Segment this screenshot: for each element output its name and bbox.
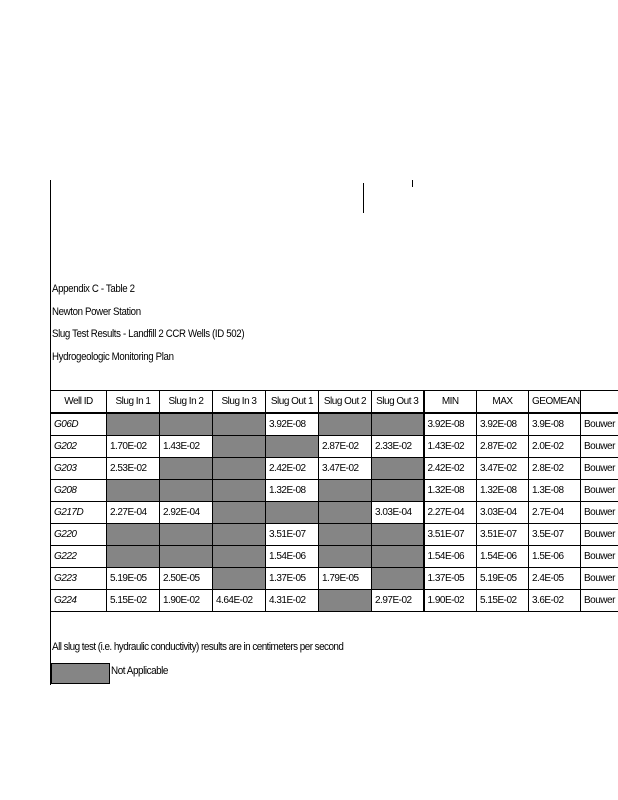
- cell-not-applicable: [319, 590, 372, 612]
- cell-well-id: G202: [51, 436, 107, 458]
- cell-value: 1.70E-02: [107, 436, 160, 458]
- cell-method: Bouwer: [581, 524, 618, 546]
- cell-min: 3.51E-07: [424, 524, 477, 546]
- table-row: [51, 590, 618, 612]
- cell-not-applicable: [319, 524, 372, 546]
- units-note: All slug test (i.e. hydraulic conductivity) results are in centimeters per second: [52, 641, 344, 653]
- cell-min: 1.54E-06: [424, 546, 477, 568]
- slug-test-table: [50, 390, 618, 612]
- col-header-slug-in-3: Slug In 3: [213, 391, 266, 414]
- table-subject: Slug Test Results - Landfill 2 CCR Wells (ID 502): [52, 328, 245, 340]
- cell-well-id: G06D: [51, 413, 107, 436]
- cell-geomean: 3.9E-08: [529, 413, 581, 436]
- cell-min: 2.27E-04: [424, 502, 477, 524]
- cell-max: 3.51E-07: [477, 524, 529, 546]
- legend-swatch-not-applicable: [51, 663, 110, 684]
- cell-max: 1.54E-06: [477, 546, 529, 568]
- cell-geomean: 2.0E-02: [529, 436, 581, 458]
- cell-well-id: G208: [51, 480, 107, 502]
- cell-method: Bouwer: [581, 502, 618, 524]
- cell-not-applicable: [213, 480, 266, 502]
- cell-geomean: 1.3E-08: [529, 480, 581, 502]
- cell-not-applicable: [266, 502, 319, 524]
- cell-value: 4.31E-02: [266, 590, 319, 612]
- col-header-method: [581, 391, 618, 414]
- cell-not-applicable: [319, 502, 372, 524]
- cell-not-applicable: [160, 480, 213, 502]
- cell-min: 1.32E-08: [424, 480, 477, 502]
- cell-not-applicable: [372, 568, 424, 590]
- cell-method: Bouwer: [581, 480, 618, 502]
- cell-well-id: G220: [51, 524, 107, 546]
- top-divider-rule: [363, 183, 364, 213]
- cell-value: 1.79E-05: [319, 568, 372, 590]
- table-row: [51, 413, 618, 436]
- cell-not-applicable: [319, 546, 372, 568]
- cell-not-applicable: [372, 480, 424, 502]
- cell-value: 4.64E-02: [213, 590, 266, 612]
- cell-not-applicable: [213, 524, 266, 546]
- cell-min: 3.92E-08: [424, 413, 477, 436]
- cell-value: 1.43E-02: [160, 436, 213, 458]
- station-name: Newton Power Station: [52, 305, 141, 318]
- cell-method: Bouwer: [581, 413, 618, 436]
- cell-not-applicable: [107, 413, 160, 436]
- cell-not-applicable: [107, 524, 160, 546]
- cell-min: 1.90E-02: [424, 590, 477, 612]
- cell-value: 2.50E-05: [160, 568, 213, 590]
- cell-value: 3.92E-08: [266, 413, 319, 436]
- col-header-geomean: GEOMEAN: [529, 391, 581, 414]
- cell-max: 3.92E-08: [477, 413, 529, 436]
- cell-min: 2.42E-02: [424, 458, 477, 480]
- cell-geomean: 3.6E-02: [529, 590, 581, 612]
- cell-method: Bouwer: [581, 590, 618, 612]
- cell-not-applicable: [160, 524, 213, 546]
- cell-value: 2.42E-02: [266, 458, 319, 480]
- table-row: [51, 502, 618, 524]
- cell-geomean: 2.7E-04: [529, 502, 581, 524]
- cell-value: 3.47E-02: [319, 458, 372, 480]
- table-row: [51, 546, 618, 568]
- cell-not-applicable: [213, 568, 266, 590]
- cell-value: 1.90E-02: [160, 590, 213, 612]
- col-header-slug-in-2: Slug In 2: [160, 391, 213, 414]
- cell-geomean: 2.4E-05: [529, 568, 581, 590]
- cell-min: 1.43E-02: [424, 436, 477, 458]
- cell-value: 2.53E-02: [107, 458, 160, 480]
- cell-not-applicable: [266, 436, 319, 458]
- cell-not-applicable: [372, 546, 424, 568]
- cell-not-applicable: [213, 436, 266, 458]
- cell-value: 3.51E-07: [266, 524, 319, 546]
- cell-well-id: G203: [51, 458, 107, 480]
- cell-max: 3.47E-02: [477, 458, 529, 480]
- cell-method: Bouwer: [581, 458, 618, 480]
- cell-value: 2.87E-02: [319, 436, 372, 458]
- plan-name: Hydrogeologic Monitoring Plan: [52, 350, 174, 363]
- appendix-title: Appendix C - Table 2: [52, 283, 135, 295]
- col-header-slug-in-1: Slug In 1: [107, 391, 160, 414]
- col-header-slug-out-3: Slug Out 3: [372, 391, 424, 414]
- slug-test-table-container: [50, 390, 618, 614]
- cell-value: 2.27E-04: [107, 502, 160, 524]
- cell-geomean: 3.5E-07: [529, 524, 581, 546]
- cell-max: 3.03E-04: [477, 502, 529, 524]
- cell-geomean: 1.5E-06: [529, 546, 581, 568]
- table-row: [51, 568, 618, 590]
- cell-not-applicable: [372, 458, 424, 480]
- cell-value: 2.97E-02: [372, 590, 424, 612]
- document-header: [52, 278, 270, 368]
- cell-not-applicable: [107, 480, 160, 502]
- cell-well-id: G222: [51, 546, 107, 568]
- cell-value: 3.03E-04: [372, 502, 424, 524]
- cell-value: 5.19E-05: [107, 568, 160, 590]
- cell-not-applicable: [107, 546, 160, 568]
- table-header-row: [51, 391, 618, 414]
- table-row: [51, 524, 618, 546]
- cell-max: 1.32E-08: [477, 480, 529, 502]
- cell-method: Bouwer: [581, 436, 618, 458]
- cell-method: Bouwer: [581, 568, 618, 590]
- table-body: [51, 413, 618, 612]
- col-header-slug-out-2: Slug Out 2: [319, 391, 372, 414]
- cell-well-id: G223: [51, 568, 107, 590]
- cell-value: 1.37E-05: [266, 568, 319, 590]
- col-header-max: MAX: [477, 391, 529, 414]
- cell-not-applicable: [160, 458, 213, 480]
- cell-max: 2.87E-02: [477, 436, 529, 458]
- cell-geomean: 2.8E-02: [529, 458, 581, 480]
- cell-not-applicable: [213, 546, 266, 568]
- cell-not-applicable: [160, 413, 213, 436]
- table-row: [51, 480, 618, 502]
- cell-not-applicable: [372, 524, 424, 546]
- cell-not-applicable: [372, 413, 424, 436]
- col-header-slug-out-1: Slug Out 1: [266, 391, 319, 414]
- cell-not-applicable: [213, 413, 266, 436]
- col-header-well-id: Well ID: [51, 391, 107, 414]
- cell-value: 1.54E-06: [266, 546, 319, 568]
- cell-not-applicable: [160, 546, 213, 568]
- tick-mark: [412, 180, 413, 187]
- cell-max: 5.19E-05: [477, 568, 529, 590]
- cell-max: 5.15E-02: [477, 590, 529, 612]
- cell-well-id: G217D: [51, 502, 107, 524]
- cell-value: 1.32E-08: [266, 480, 319, 502]
- cell-min: 1.37E-05: [424, 568, 477, 590]
- cell-not-applicable: [213, 458, 266, 480]
- table-row: [51, 458, 618, 480]
- cell-value: 5.15E-02: [107, 590, 160, 612]
- cell-value: 2.33E-02: [372, 436, 424, 458]
- legend-label: Not Applicable: [111, 665, 168, 677]
- col-header-min: MIN: [424, 391, 477, 414]
- cell-value: 2.92E-04: [160, 502, 213, 524]
- table-row: [51, 436, 618, 458]
- cell-method: Bouwer: [581, 546, 618, 568]
- cell-not-applicable: [319, 480, 372, 502]
- cell-not-applicable: [213, 502, 266, 524]
- cell-not-applicable: [319, 413, 372, 436]
- cell-well-id: G224: [51, 590, 107, 612]
